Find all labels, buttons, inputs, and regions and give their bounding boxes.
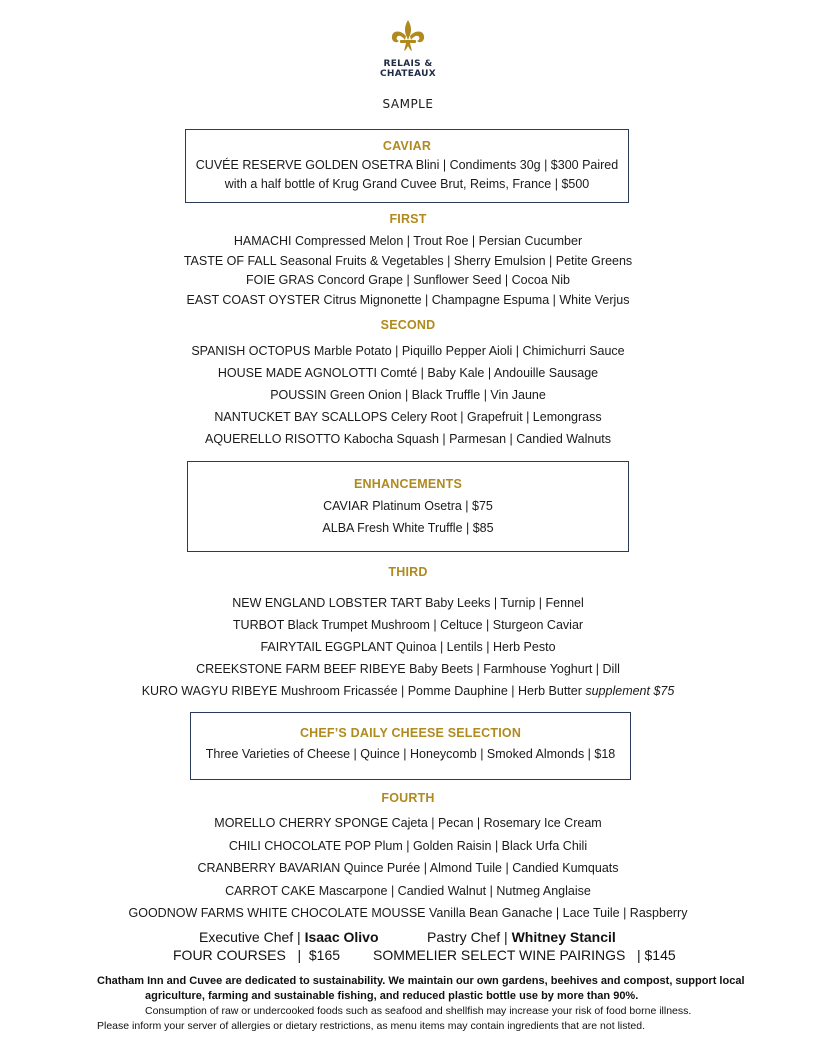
menu-item: MORELLO CHERRY SPONGE Cajeta | Pecan | Rosemary Ice Cream <box>214 816 602 830</box>
menu-item: TURBOT Black Trumpet Mushroom | Celtuce | Sturgeon Caviar <box>232 618 584 632</box>
section-title-fourth: FOURTH <box>381 791 435 805</box>
menu-item: CHILI CHOCOLATE POP Plum | Golden Raisin | Black Urfa Chili <box>228 838 588 853</box>
section-title-first: FIRST <box>389 212 427 226</box>
section-title-caviar: CAVIAR <box>382 139 432 153</box>
enhancements-box <box>187 461 629 552</box>
pastry-chef <box>427 929 616 945</box>
caviar-box <box>185 129 629 203</box>
menu-item: HAMACHI Compressed Melon | Trout Roe | Persian Cucumber <box>233 234 583 248</box>
caviar-line-1: CUVÉE RESERVE GOLDEN OSETRA Blini | Condiments 30g | $300 Paired <box>195 158 619 172</box>
food-safety-note: Consumption of raw or undercooked foods such as seafood and shellfish may increase your risk of food borne illness. <box>145 1005 692 1017</box>
logo-text-line2: CHATEAUX <box>379 69 437 79</box>
enhancement-item: ALBA Fresh White Truffle | $85 <box>322 521 494 535</box>
menu-item: CARROT CAKE Mascarpone | Candied Walnut | Nutmeg Anglaise <box>225 883 591 898</box>
enhancement-item: CAVIAR Platinum Osetra | $75 <box>323 499 493 513</box>
menu-item: CRANBERRY BAVARIAN Quince Purée | Almond Tuile | Candied Kumquats <box>197 861 619 875</box>
menu-item: HOUSE MADE AGNOLOTTI Comté | Baby Kale | Andouille Sausage <box>217 366 599 380</box>
executive-chef-label: Executive Chef | <box>199 929 305 945</box>
menu-item: EAST COAST OYSTER Citrus Mignonette | Champagne Espuma | White Verjus <box>186 292 630 307</box>
executive-chef-name: Isaac Olivo <box>304 929 379 945</box>
second-items <box>0 340 816 450</box>
menu-item: FOIE GRAS Concord Grape | Sunflower Seed | Cocoa Nib <box>246 273 570 287</box>
sustainability-note-line1: Chatham Inn and Cuvee are dedicated to sustainability. We maintain our own gardens, beehives and compost, support local <box>97 975 745 987</box>
menu-item-wagyu <box>0 680 816 702</box>
caviar-line-2: with a half bottle of Krug Grand Cuvee Brut, Reims, France | $500 <box>224 177 590 191</box>
logo-text-line1: RELAIS & <box>383 59 433 69</box>
pastry-chef-name: Whitney Stancil <box>511 929 616 945</box>
menu-item: NANTUCKET BAY SCALLOPS Celery Root | Grapefruit | Lemongrass <box>214 410 602 424</box>
allergy-note: Please inform your server of allergies or dietary restrictions, as menu items may contain ingredients that are not listed. <box>97 1020 645 1032</box>
cheese-box <box>190 712 631 780</box>
menu-item: NEW ENGLAND LOBSTER TART Baby Leeks | Turnip | Fennel <box>232 596 584 610</box>
section-title-enhancements: ENHANCEMENTS <box>354 477 462 491</box>
course-price: FOUR COURSES | $165 <box>173 947 341 963</box>
executive-chef <box>199 929 379 945</box>
menu-item: FAIRYTAIL EGGPLANT Quinoa | Lentils | Herb Pesto <box>260 640 556 654</box>
pastry-chef-label: Pastry Chef | <box>427 929 512 945</box>
relais-chateaux-logo <box>368 18 448 79</box>
section-title-second: SECOND <box>380 318 436 332</box>
menu-item: AQUERELLO RISOTTO Kabocha Squash | Parmesan | Candied Walnuts <box>205 432 611 446</box>
menu-item: SPANISH OCTOPUS Marble Potato | Piquillo Pepper Aioli | Chimichurri Sauce <box>191 344 625 358</box>
section-title-third: THIRD <box>388 565 428 579</box>
third-items <box>0 592 816 702</box>
sample-label: SAMPLE <box>382 97 434 111</box>
menu-item: CREEKSTONE FARM BEEF RIBEYE Baby Beets | Farmhouse Yoghurt | Dill <box>196 662 620 676</box>
menu-item-text: KURO WAGYU RIBEYE Mushroom Fricassée | Pomme Dauphine | Herb Butter <box>141 684 586 698</box>
menu-item: GOODNOW FARMS WHITE CHOCOLATE MOUSSE Vanilla Bean Ganache | Lace Tuile | Raspberry <box>128 906 688 920</box>
menu-item: POUSSIN Green Onion | Black Truffle | Vin Jaune <box>270 388 546 402</box>
section-title-cheese: CHEF’S DAILY CHEESE SELECTION <box>299 726 522 740</box>
supplement-note: supplement $75 <box>585 684 675 698</box>
fleur-de-lis-icon <box>388 18 428 54</box>
sustainability-note-line2: agriculture, farming and sustainable fishing, and reduced plastic bottle use by more than 90%. <box>145 990 639 1002</box>
wine-pairing-price: SOMMELIER SELECT WINE PAIRINGS | $145 <box>373 947 676 963</box>
first-items <box>0 232 816 310</box>
fourth-items <box>0 812 816 925</box>
cheese-line: Three Varieties of Cheese | Quince | Honeycomb | Smoked Almonds | $18 <box>205 747 616 761</box>
menu-item: TASTE OF FALL Seasonal Fruits & Vegetables | Sherry Emulsion | Petite Greens <box>183 253 633 268</box>
